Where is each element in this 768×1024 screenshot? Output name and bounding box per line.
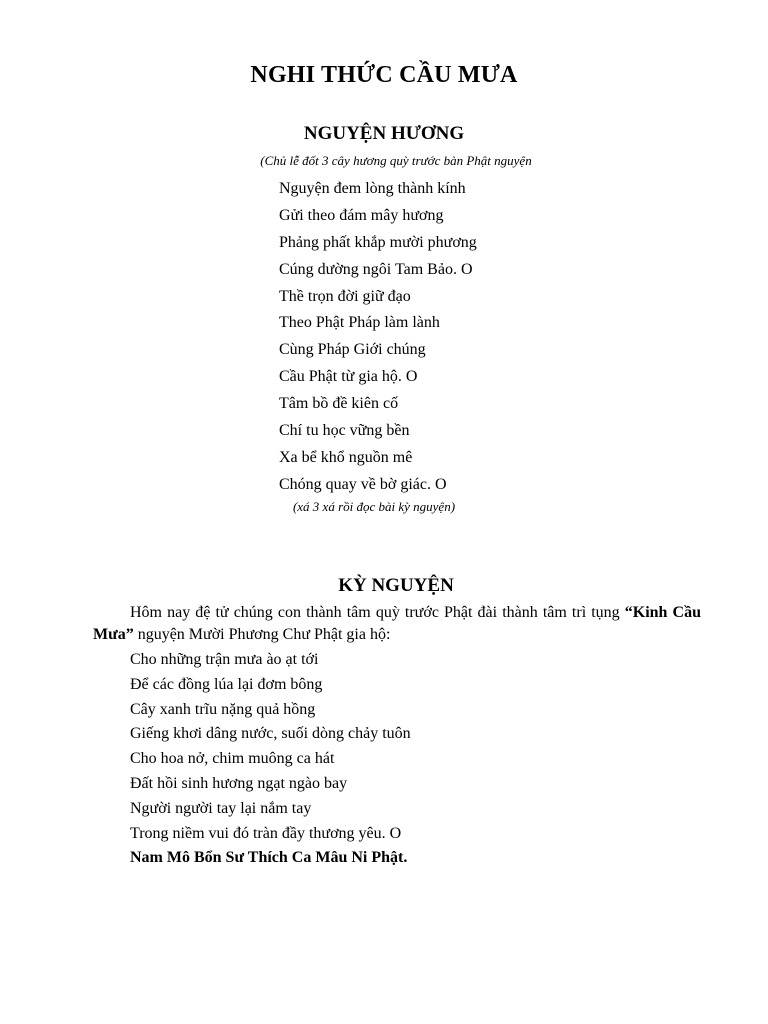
verse-line: Trong niềm vui đó tràn đầy thương yêu. O bbox=[130, 824, 402, 842]
verse-line: Nguyện đem lòng thành kính bbox=[279, 180, 466, 197]
verse-line: Để các đồng lúa lại đơm bông bbox=[130, 675, 323, 693]
intro-paragraph bbox=[93, 602, 701, 646]
verse-list-nguyen-huong bbox=[279, 176, 477, 499]
verse-line: Xa bể khổ nguồn mê bbox=[279, 448, 413, 466]
instruction-note: (Chủ lễ đốt 3 cây hương quỳ trước bàn Phật nguyện bbox=[260, 153, 532, 168]
verse-line: Chí tu học vững bền bbox=[279, 422, 410, 440]
verse-line: Giếng khơi dâng nước, suối dòng chảy tuôn bbox=[130, 725, 411, 743]
verse-line: Cúng dường ngôi Tam Bảo. O bbox=[279, 260, 473, 278]
verse-list-ky-nguyen bbox=[130, 648, 411, 871]
verse-line: Cho những trận mưa ào ạt tới bbox=[130, 651, 319, 668]
verse-line: Cùng Pháp Giới chúng bbox=[279, 341, 426, 359]
verse-line: Phảng phất khắp mười phương bbox=[279, 233, 477, 251]
verse-line: Đất hồi sinh hương ngạt ngào bay bbox=[130, 774, 348, 792]
verse-line: Theo Phật Pháp làm lành bbox=[279, 314, 440, 332]
verse-line: Cho hoa nở, chim muông ca hát bbox=[130, 750, 335, 768]
section-heading-ky-nguyen: KỲ NGUYỆN bbox=[338, 575, 454, 596]
section-heading-nguyen-huong: NGUYỆN HƯƠNG bbox=[303, 123, 465, 144]
verse-line: Cầu Phật từ gia hộ. O bbox=[279, 368, 418, 386]
verse-line: Tâm bồ đề kiên cố bbox=[279, 395, 399, 413]
verse-line: Thề trọn đời giữ đạo bbox=[279, 287, 411, 305]
verse-line: Người người tay lại nắm tay bbox=[130, 799, 312, 817]
verse-line: Chóng quay về bờ giác. O bbox=[279, 475, 447, 493]
verse-line: Gửi theo đám mây hương bbox=[279, 206, 444, 224]
sutra-name: “Kinh Cầu Mưa” bbox=[93, 604, 701, 643]
verse-line: Cây xanh trĩu nặng quả hồng bbox=[130, 700, 316, 718]
page-title: NGHI THỨC CẦU MƯA bbox=[250, 62, 518, 88]
closing-note: (xá 3 xá rồi đọc bài kỳ nguyện) bbox=[292, 499, 456, 514]
closing-invocation: Nam Mô Bổn Sư Thích Ca Mâu Ni Phật. bbox=[130, 849, 408, 867]
intro-text: Hôm nay đệ tử chúng con thành tâm quỳ trước Phật đài thành tâm trì tụng bbox=[130, 604, 620, 621]
intro-rest: nguyện Mười Phương Chư Phật gia hộ: bbox=[133, 626, 391, 643]
